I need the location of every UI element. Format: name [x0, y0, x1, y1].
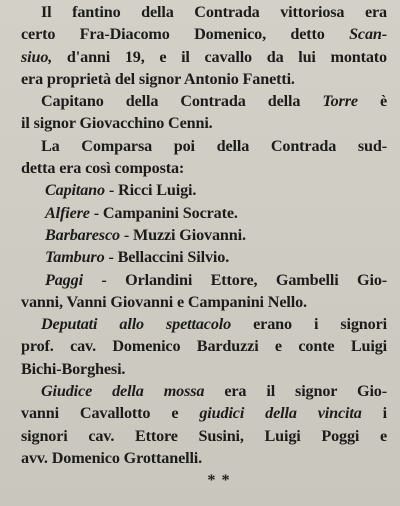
- italic-span: Torre: [322, 92, 358, 111]
- role-title: Tamburo: [45, 248, 105, 267]
- text-line: [21, 447, 387, 469]
- text-line: [21, 425, 387, 447]
- text-span: vanni Cavallotto e: [21, 404, 179, 423]
- role-names: - Bellaccini Silvio.: [108, 248, 230, 267]
- italic-span: giudici della vincita: [199, 404, 362, 423]
- text-span: Bichi-Borghesi.: [21, 359, 126, 378]
- text-span: era proprietà del signor Antonio Fanetti.: [21, 69, 295, 88]
- text-span: vanni, Vanni Giovanni e Campanini Nello.: [21, 292, 307, 311]
- text-span: La Comparsa poi della Contrada sud-: [41, 136, 387, 155]
- text-span: signori cav. Ettore Susini, Luigi Poggi e: [21, 426, 387, 445]
- text-span: Il fantino della Contrada vittoriosa era: [41, 3, 387, 21]
- role-line: [21, 269, 387, 291]
- role-names: - Campanini Socrate.: [93, 203, 238, 222]
- text-line: [21, 90, 387, 112]
- text-span: era il signor Gio-: [224, 382, 387, 401]
- text-span: Capitano della Contrada della: [41, 92, 301, 111]
- text-span: prof. cav. Domenico Barduzzi e conte Luigi: [21, 337, 387, 356]
- role-line: [21, 246, 387, 268]
- italic-span: Giudice della mossa: [41, 382, 205, 401]
- role-names: - Orlandini Ettore, Gambelli Gio-: [101, 270, 387, 289]
- role-names: - Ricci Luigi.: [108, 181, 197, 200]
- role-title: Alfiere: [45, 203, 90, 222]
- italic-span: Scan-: [349, 25, 387, 44]
- role-title: Capitano: [45, 181, 105, 200]
- text-line: [21, 1, 387, 23]
- text-span: il signor Giovacchino Cenni.: [21, 114, 213, 133]
- text-line: [21, 112, 387, 134]
- text-span: detta era così composta:: [21, 159, 185, 178]
- text-line: [21, 313, 387, 335]
- text-line: [21, 358, 387, 380]
- text-line: [21, 335, 387, 357]
- role-title: Barbaresco: [45, 225, 120, 244]
- text-line: [21, 291, 387, 313]
- text-span: è: [379, 92, 387, 111]
- text-line: [21, 46, 387, 68]
- text-line: [21, 402, 387, 424]
- text-span: avv. Domenico Grottanelli.: [21, 448, 203, 467]
- role-line: [21, 202, 387, 224]
- article-column: [21, 0, 387, 492]
- role-line: [21, 179, 387, 201]
- text-line: [21, 23, 387, 45]
- role-title: Paggi: [45, 270, 83, 289]
- section-separator: * *: [207, 471, 231, 490]
- text-line: [21, 380, 387, 402]
- text-line: [21, 157, 387, 179]
- text-span: erano i signori: [253, 315, 387, 334]
- italic-span: Deputati allo spettacolo: [41, 315, 232, 334]
- text-span: certo Fra-Diacomo Domenico, detto: [21, 25, 325, 44]
- text-line: [21, 135, 387, 157]
- italic-span: siuo,: [21, 47, 53, 66]
- role-line: [21, 224, 387, 246]
- text-line: [21, 68, 387, 90]
- text-span: i: [382, 404, 387, 423]
- text-span: d'anni 19, e il cavallo da lui montato: [66, 47, 387, 66]
- role-names: - Muzzi Giovanni.: [123, 225, 246, 244]
